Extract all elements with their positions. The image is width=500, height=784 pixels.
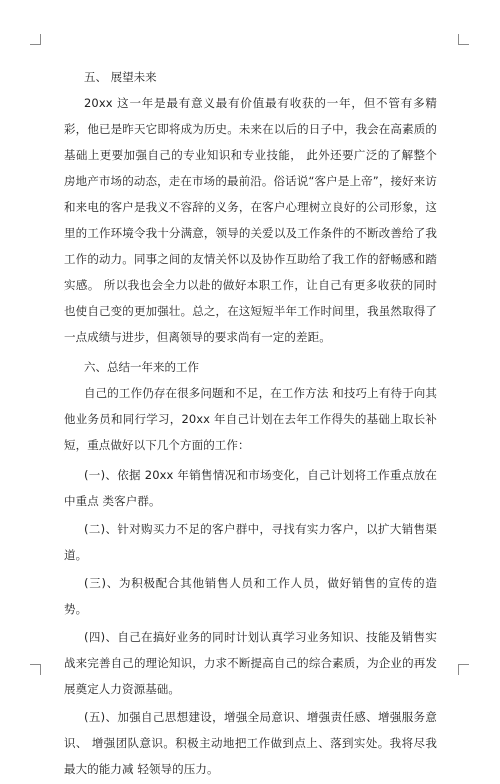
- list-item-5: (五)、加强自己思想建设，增强全局意识、增强责任感、增强服务意识、 增强团队意识。积极主动地把工作做到点上、落到实处。我将尽我最大的能力减 轻领导的压力。: [64, 710, 437, 776]
- paragraph-summary-intro: 自己的工作仍存在很多问题和不足，在工作方法 和技巧上有待于向其他业务员和同行学习，20xx 年自己计划在去年工作得失的基础上取长补短，重点做好以下几个方面的工作：: [64, 386, 437, 452]
- section-heading-summary: 六、总结一年来的工作: [84, 360, 199, 374]
- list-item-4: (四)、自己在搞好业务的同时计划认真学习业务知识、技能及销售实战来完善自己的理论知识，力求不断提高自己的综合素质，为企业的再发展奠定人力资源基础。: [64, 630, 437, 696]
- crop-mark-top-right: [458, 34, 469, 45]
- crop-mark-bottom-left: [30, 664, 41, 675]
- document-body: [64, 64, 437, 784]
- paragraph-outlook: 20xx 这一年是最有意义最有价值最有收获的一年，但不管有多精彩，他已是昨天它即将成为历史。未来在以后的日子中，我会在高素质的基础上更要加强自己的专业知识和专业技能， 此外还要广泛的了解整个房地产市场的动态，走在市场的最前沿。俗话说“客户是上帝”，接好来访和来电的客户是我义不容辞的义务，在客户心理树立良好的公司形象，这里的工作环境令我十分满意，领导的关爱以及工作条件的不断改善给了我工作的动力。同事之间的友情关怀以及协作互助给了我工作的舒畅感和踏实感。 所以我也会全力以赴的做好本职工作，让自己有更多收获的同时也使自己变的更加强壮。总之，在这短短半年工作时间里，我虽然取得了一点成绩与进步，但离领导的要求尚有一定的差距。: [64, 96, 437, 344]
- section-heading-outlook: 五、 展望未来: [84, 70, 157, 84]
- list-item-1: (一)、依据 20xx 年销售情况和市场变化，自己计划将工作重点放在中重点 类客户群。: [64, 468, 437, 508]
- list-item-2: (二)、针对购买力不足的客户群中，寻找有实力客户，以扩大销售渠道。: [64, 522, 437, 562]
- crop-mark-top-left: [30, 34, 41, 45]
- crop-mark-bottom-right: [458, 664, 469, 675]
- list-item-3: (三)、为积极配合其他销售人员和工作人员，做好销售的宣传的造势。: [64, 576, 437, 616]
